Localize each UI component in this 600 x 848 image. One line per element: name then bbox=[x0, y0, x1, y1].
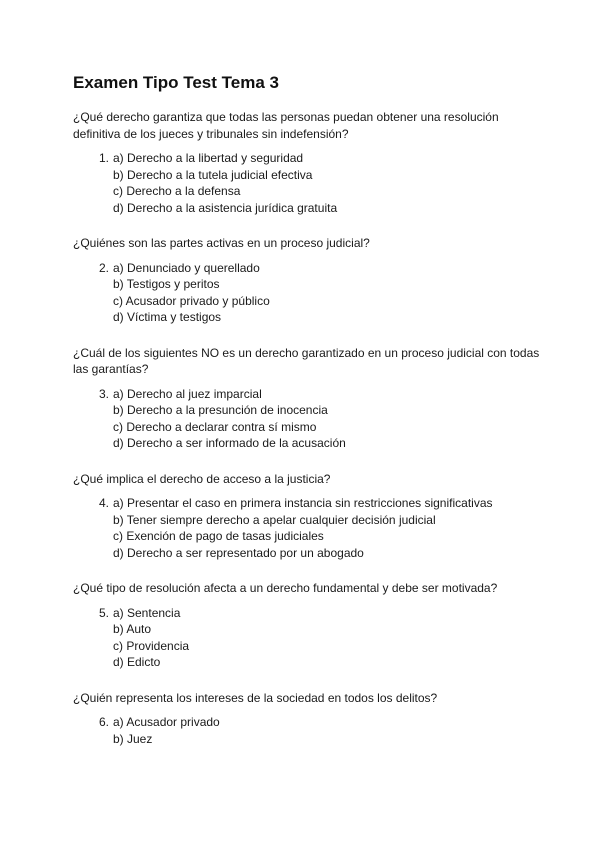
option-c: c) Derecho a declarar contra sí mismo bbox=[113, 419, 317, 434]
question-number: 2. bbox=[98, 260, 109, 275]
question-text: ¿Qué tipo de resolución afecta a un derecho fundamental y debe ser motivada? bbox=[73, 581, 498, 595]
question-text: ¿Quién representa los intereses de la sociedad en todos los delitos? bbox=[73, 690, 438, 705]
options-list bbox=[113, 495, 493, 561]
question-6 bbox=[73, 690, 543, 748]
option-d: d) Derecho a ser representado por un abogado bbox=[113, 545, 364, 560]
question-1 bbox=[73, 109, 543, 216]
option-a: a) Derecho a la libertad y seguridad bbox=[113, 151, 304, 165]
options-group bbox=[73, 495, 543, 561]
option-a: a) Acusador privado bbox=[113, 715, 220, 729]
question-number: 4. bbox=[98, 496, 109, 510]
option-b: b) Auto bbox=[113, 622, 152, 636]
options-list bbox=[113, 386, 346, 452]
options-list bbox=[113, 605, 189, 671]
option-c: c) Derecho a la defensa bbox=[113, 184, 241, 198]
option-b: b) Tener siempre derecho a apelar cualquier decisión judicial bbox=[113, 512, 436, 527]
option-d: d) Derecho a la asistencia jurídica gratuita bbox=[113, 200, 338, 215]
question-text: ¿Qué implica el derecho de acceso a la justicia? bbox=[73, 471, 331, 486]
options-group bbox=[73, 386, 543, 452]
document-page bbox=[73, 72, 543, 766]
question-text: ¿Qué derecho garantiza que todas las personas puedan obtener una resolución definitiva de los jueces y tribunales sin indefensión? bbox=[73, 110, 499, 141]
question-3 bbox=[73, 345, 543, 452]
option-b: b) Derecho a la presunción de inocencia bbox=[113, 403, 328, 417]
option-c: c) Exención de pago de tasas judiciales bbox=[113, 529, 324, 543]
options-group bbox=[73, 260, 543, 326]
option-a: a) Denunciado y querellado bbox=[113, 260, 260, 275]
option-d: d) Víctima y testigos bbox=[113, 310, 222, 324]
page-title: Examen Tipo Test Tema 3 bbox=[73, 73, 279, 92]
options-list bbox=[113, 714, 220, 747]
options-group bbox=[73, 714, 543, 747]
option-a: a) Derecho al juez imparcial bbox=[113, 386, 262, 401]
options-group bbox=[73, 605, 543, 671]
option-a: a) Presentar el caso en primera instancia sin restricciones significativas bbox=[113, 496, 493, 510]
question-text: ¿Cuál de los siguientes NO es un derecho garantizado en un proceso judicial con todas las garantías? bbox=[73, 345, 540, 376]
option-c: c) Acusador privado y público bbox=[113, 293, 270, 308]
option-c: c) Providencia bbox=[113, 638, 190, 653]
question-number: 1. bbox=[98, 151, 109, 165]
option-d: d) Edicto bbox=[113, 655, 161, 669]
option-a: a) Sentencia bbox=[113, 605, 181, 620]
question-2 bbox=[73, 235, 543, 326]
question-text: ¿Quiénes son las partes activas en un proceso judicial? bbox=[73, 236, 370, 250]
option-b: b) Derecho a la tutela judicial efectiva bbox=[113, 167, 313, 182]
option-b: b) Testigos y peritos bbox=[113, 277, 220, 291]
option-d: d) Derecho a ser informado de la acusación bbox=[113, 436, 346, 450]
options-list bbox=[113, 150, 337, 216]
question-number: 5. bbox=[98, 605, 109, 620]
option-b: b) Juez bbox=[113, 731, 153, 746]
options-list bbox=[113, 260, 270, 326]
question-number: 6. bbox=[98, 715, 109, 729]
question-5 bbox=[73, 580, 543, 671]
question-number: 3. bbox=[98, 386, 109, 401]
options-group bbox=[73, 150, 543, 216]
question-4 bbox=[73, 471, 543, 562]
